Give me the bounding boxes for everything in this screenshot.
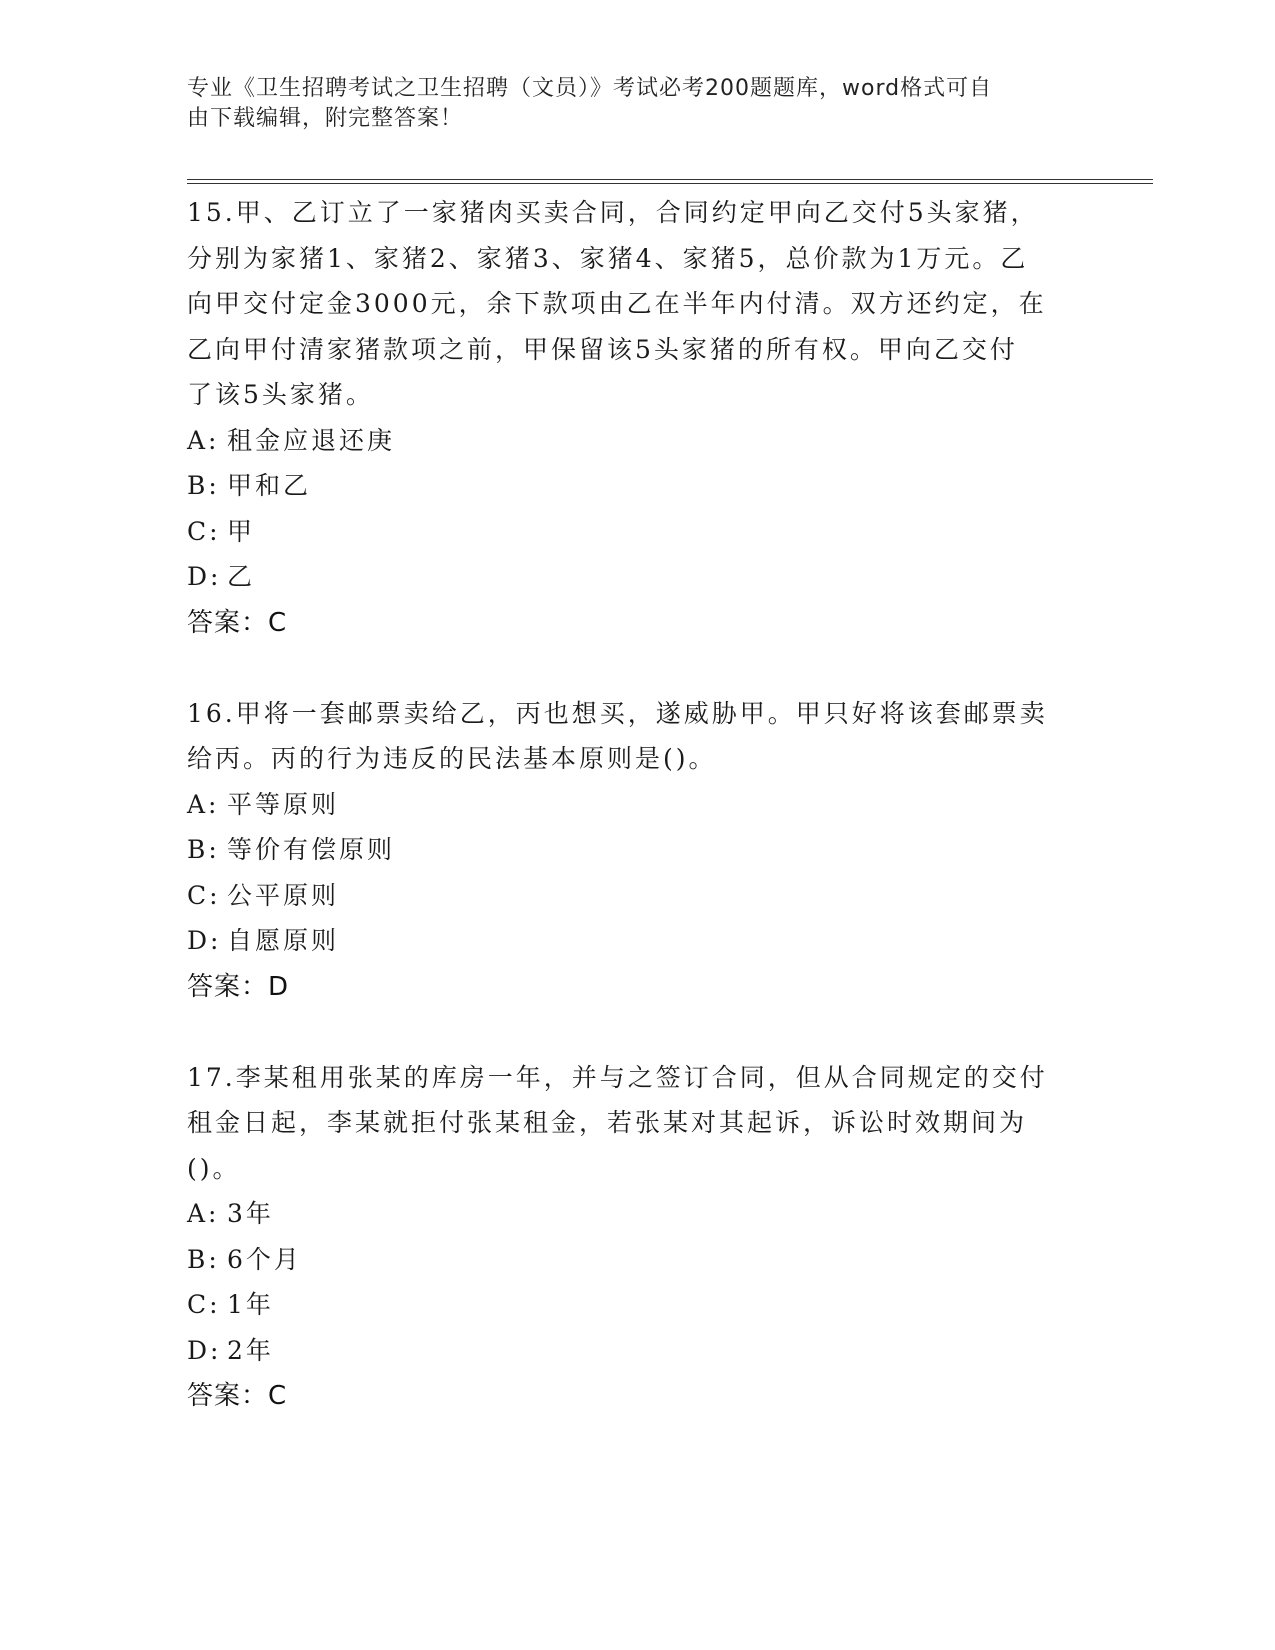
document-header bbox=[187, 74, 1077, 134]
option-key: C: bbox=[187, 516, 221, 546]
option-d bbox=[187, 918, 1087, 964]
question-text-line: 17.李某租用张某的库房一年，并与之签订合同，但从合同规定的交付 bbox=[187, 1062, 1048, 1092]
option-value: 6个月 bbox=[227, 1244, 302, 1274]
option-value: 1年 bbox=[227, 1290, 274, 1319]
option-key: B: bbox=[187, 471, 220, 500]
answer-line: 答案：C bbox=[187, 1381, 288, 1411]
option-key: B: bbox=[187, 835, 220, 864]
question-text-line: 了该5头家猪。 bbox=[187, 380, 374, 409]
option-value: 3年 bbox=[227, 1199, 274, 1228]
question-text bbox=[187, 1055, 1087, 1192]
header-divider-top bbox=[187, 179, 1153, 180]
header-line-2: 由下载编辑，附完整答案！ bbox=[187, 106, 464, 131]
option-value: 租金应退还庚 bbox=[227, 425, 396, 455]
option-value: 乙 bbox=[227, 562, 256, 591]
question-15 bbox=[187, 190, 1087, 646]
option-d bbox=[187, 1328, 1087, 1374]
option-a bbox=[187, 418, 1087, 464]
answer-line: 答案：D bbox=[187, 971, 290, 1002]
option-key: C: bbox=[187, 880, 221, 910]
question-spacer bbox=[187, 1010, 1087, 1055]
option-b bbox=[187, 827, 1087, 873]
question-text-line: 向甲交付定金3000元，余下款项由乙在半年内付清。双方还约定，在 bbox=[187, 289, 1047, 318]
option-key: B: bbox=[187, 1244, 220, 1274]
option-value: 公平原则 bbox=[227, 880, 340, 910]
answer-line: 答案：C bbox=[187, 607, 288, 638]
option-c bbox=[187, 1282, 1087, 1328]
option-value: 甲 bbox=[227, 516, 256, 546]
question-16 bbox=[187, 691, 1087, 1010]
question-spacer bbox=[187, 646, 1087, 691]
question-text-line: 给丙。丙的行为违反的民法基本原则是()。 bbox=[187, 744, 717, 773]
option-value: 平等原则 bbox=[227, 789, 340, 819]
option-b bbox=[187, 463, 1087, 509]
option-key: A: bbox=[187, 789, 220, 819]
option-value: 2年 bbox=[227, 1335, 274, 1365]
option-key: D: bbox=[187, 562, 222, 591]
question-list bbox=[187, 190, 1087, 1419]
question-text-line: 16.甲将一套邮票卖给乙，丙也想买，遂威胁甲。甲只好将该套邮票卖 bbox=[187, 698, 1048, 728]
option-a bbox=[187, 1191, 1087, 1237]
question-text bbox=[187, 691, 1087, 782]
question-text-line: ()。 bbox=[187, 1153, 241, 1183]
option-key: A: bbox=[187, 425, 220, 455]
option-a bbox=[187, 782, 1087, 828]
option-value: 自愿原则 bbox=[227, 926, 340, 955]
option-c bbox=[187, 509, 1087, 555]
header-line-1: 专业《卫生招聘考试之卫生招聘（文员）》考试必考200题题库，word格式可自 bbox=[187, 76, 993, 101]
question-text-line: 15.甲、乙订立了一家猪肉买卖合同，合同约定甲向乙交付5头家猪， bbox=[187, 198, 1039, 227]
question-text-line: 分别为家猪1、家猪2、家猪3、家猪4、家猪5，总价款为1万元。乙 bbox=[187, 243, 1029, 273]
option-b bbox=[187, 1237, 1087, 1283]
option-key: A: bbox=[187, 1199, 220, 1228]
option-key: D: bbox=[187, 1335, 222, 1365]
header-divider-bottom bbox=[187, 183, 1153, 184]
option-d bbox=[187, 554, 1087, 600]
question-text-line: 租金日起，李某就拒付张某租金，若张某对其起诉，诉讼时效期间为 bbox=[187, 1108, 1028, 1137]
option-value: 等价有偿原则 bbox=[227, 835, 396, 864]
option-key: D: bbox=[187, 926, 222, 955]
option-value: 甲和乙 bbox=[227, 471, 312, 500]
question-text-line: 乙向甲付清家猪款项之前，甲保留该5头家猪的所有权。甲向乙交付 bbox=[187, 334, 1018, 364]
question-text bbox=[187, 190, 1087, 418]
option-key: C: bbox=[187, 1290, 221, 1319]
question-17 bbox=[187, 1055, 1087, 1420]
option-c bbox=[187, 873, 1087, 919]
